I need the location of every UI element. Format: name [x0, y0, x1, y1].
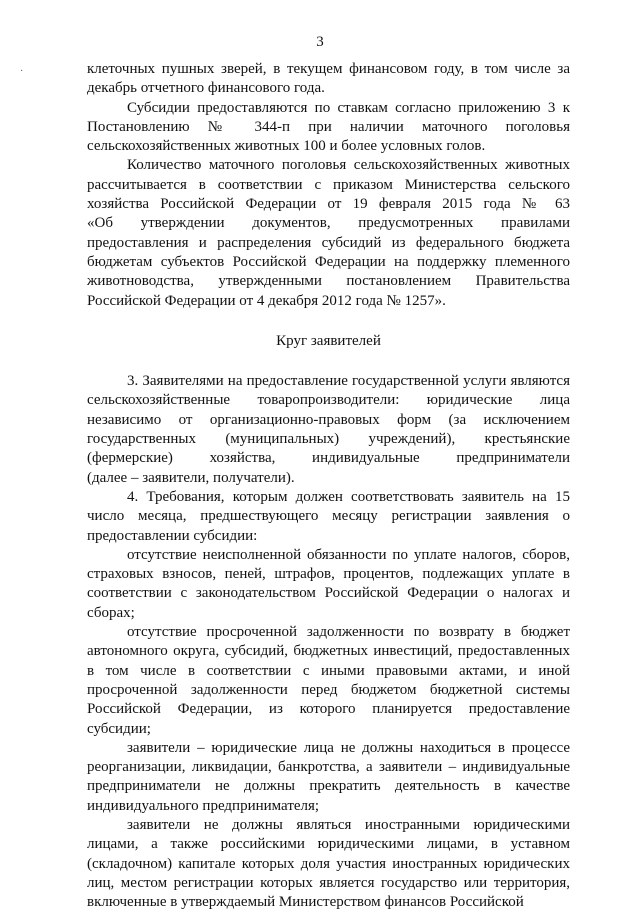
- text-line: хозяйства Российской Федерации от 19 февраля 2015 года № 63: [87, 196, 570, 213]
- text-line: автономного округа, субсидий, бюджетных инвестиций, предоставленных: [87, 643, 570, 660]
- text-line: лиц, местом регистрации которых является государство или территория,: [87, 874, 570, 891]
- text-line: государственных (муниципальных) учреждений), крестьянские: [87, 431, 570, 448]
- text-line: сборах;: [87, 604, 135, 621]
- text-line: заявители не должны являться иностранными юридическими: [127, 816, 570, 833]
- text-line: Российской Федерации от 4 декабря 2012 года № 1257».: [87, 292, 446, 309]
- text-line: включенные в утверждаемый Министерством финансов Российской: [87, 894, 524, 911]
- section-intro: [87, 60, 570, 311]
- text-line: Российской Федерации, из которого планируется предоставление: [87, 701, 570, 718]
- text-line: рассчитывается в соответствии с приказом Министерства сельского: [87, 176, 570, 193]
- text-line: в том числе в соответствии с иными правовыми актами, и иной: [87, 662, 570, 679]
- text-line: заявители – юридические лица не должны находиться в процессе: [127, 739, 570, 756]
- paragraph-p6: [87, 546, 570, 623]
- text-line: отсутствие просроченной задолженности по возврату в бюджет: [127, 624, 570, 641]
- paragraph-p9: [87, 816, 570, 912]
- text-line: сельскохозяйственных животных 100 и более условных голов.: [87, 138, 486, 155]
- text-line: соответствии с законодательством Российской Федерации о налогах и: [87, 585, 570, 602]
- text-line: 3. Заявителями на предоставление государственной услуги являются: [127, 373, 570, 390]
- text-line: (фермерские) хозяйства, индивидуальные предприниматели: [87, 450, 570, 467]
- paragraph-p2: [87, 99, 570, 157]
- text-line: (складочном) капитале которых доля участия иностранных юридических: [87, 855, 570, 872]
- text-line: Количество маточного поголовья сельскохозяйственных животных: [127, 157, 570, 174]
- text-line: отсутствие неисполненной обязанности по уплате налогов, сборов,: [127, 546, 570, 563]
- text-line: декабрь отчетного финансового года.: [87, 80, 325, 97]
- text-line: независимо от организационно-правовых форм (за исключением: [87, 411, 570, 428]
- text-line: страховых взносов, пеней, штрафов, процентов, подлежащих уплате в: [87, 566, 570, 583]
- text-line: индивидуального предпринимателя;: [87, 797, 320, 814]
- section-applicants: [87, 372, 570, 912]
- text-line: Постановлению № 344-п при наличии маточного поголовья: [87, 118, 570, 135]
- text-line: сельскохозяйственные товаропроизводители: юридические лица: [87, 392, 570, 409]
- text-line: число месяца, предшествующего месяцу регистрации заявления о: [87, 508, 570, 525]
- document-body: [87, 60, 570, 912]
- spacer: [87, 351, 570, 372]
- text-line: реорганизации, ликвидации, банкротства, а заявители – индивидуальные: [87, 759, 570, 776]
- text-line: 4. Требования, которым должен соответствовать заявитель на 15: [127, 488, 570, 505]
- scan-mark: ·: [20, 66, 24, 77]
- text-line: бюджетам субъектов Российской Федерации на поддержку племенного: [87, 253, 570, 270]
- paragraph-p5: [87, 488, 570, 546]
- text-line: предоставления и распределения субсидий из федерального бюджета: [87, 234, 570, 251]
- text-line: (далее – заявители, получатели).: [87, 469, 295, 486]
- paragraph-p1: [87, 60, 570, 99]
- text-line: животноводства, утвержденными постановлением Правительства: [87, 273, 570, 290]
- text-line: Субсидии предоставляются по ставкам согласно приложению 3 к: [127, 99, 570, 116]
- text-line: лицами, а также российскими юридическими лицами, в уставном: [87, 836, 570, 853]
- paragraph-p4: [87, 372, 570, 488]
- text-line: просроченной задолженности перед бюджетом бюджетной системы: [87, 681, 570, 698]
- text-line: субсидии;: [87, 720, 151, 737]
- paragraph-p3: [87, 156, 570, 310]
- section-heading: Круг заявителей: [276, 332, 381, 349]
- page-number: 3: [316, 34, 324, 50]
- text-line: предоставлении субсидии:: [87, 527, 258, 544]
- text-line: клеточных пушных зверей, в текущем финансовом году, в том числе за: [87, 61, 570, 77]
- paragraph-p7: [87, 623, 570, 739]
- text-line: «Об утверждении документов, предусмотренных правилами: [87, 215, 570, 232]
- spacer: [87, 311, 570, 332]
- paragraph-p8: [87, 739, 570, 816]
- text-line: предприниматели не должны прекратить деятельность в качестве: [87, 778, 570, 795]
